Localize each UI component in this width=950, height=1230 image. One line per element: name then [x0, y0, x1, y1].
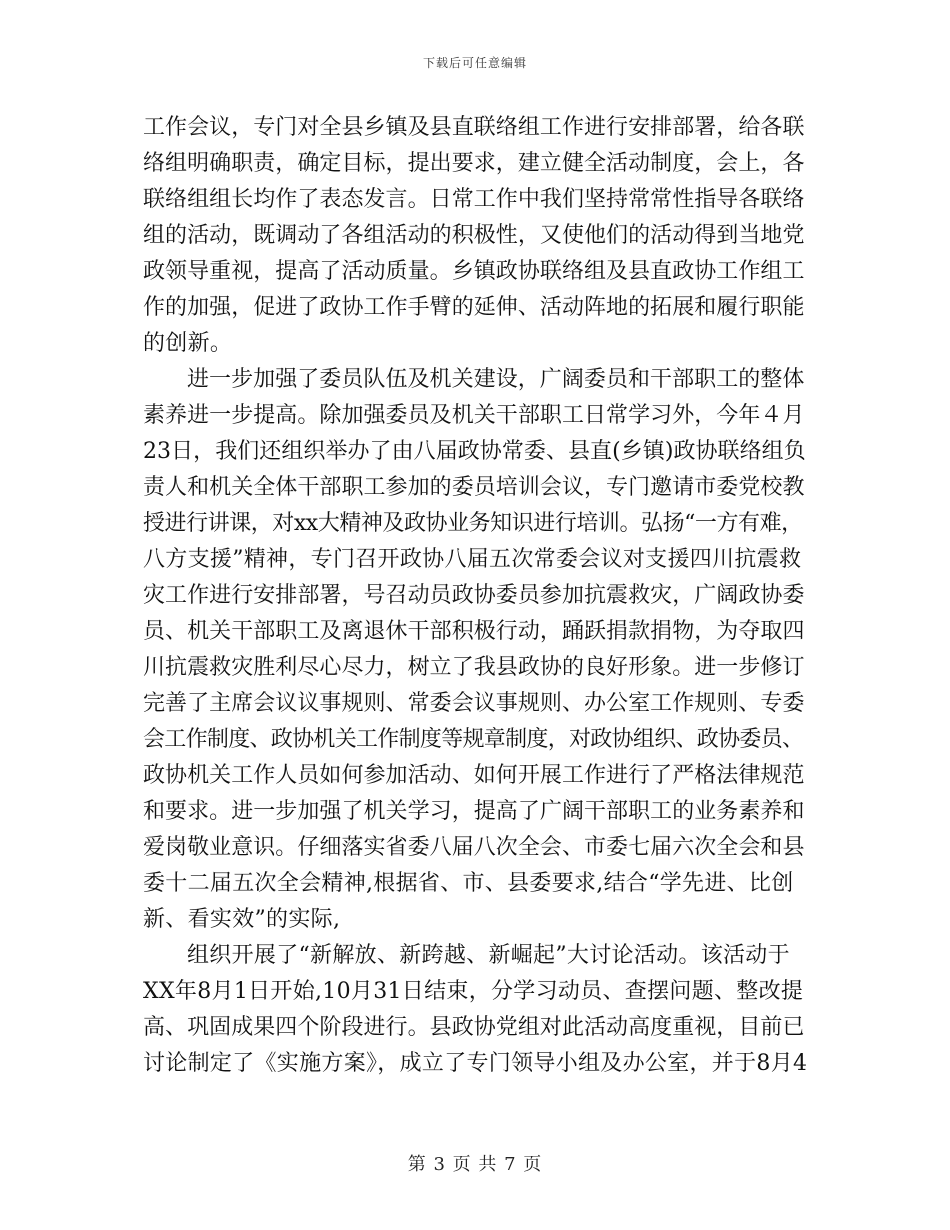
- text-line: 工作会议，专门对全县乡镇及县直联络组工作进行安排部署，给各联: [143, 115, 805, 140]
- text-line: 讨论制定了《实施方案》，成立了专门领导小组及办公室，并于8月4: [143, 1051, 808, 1076]
- text-line: 联络组组长均作了表态发言。日常工作中我们坚持常常性指导各联络: [143, 187, 805, 212]
- text-line: 新、看实效”的实际,: [143, 907, 341, 932]
- text-line: 员、机关干部职工及离退休干部积极行动，踊跃捐款捐物，为夺取四: [143, 619, 805, 644]
- text-line: 和要求。进一步加强了机关学习，提高了广阔干部职工的业务素养和: [143, 799, 805, 824]
- text-line: 委十二届五次全会精神,根据省、市、县委要求,结合“学先进、比创: [143, 871, 794, 896]
- text-line: 川抗震救灾胜利尽心尽力，树立了我县政协的良好形象。进一步修订: [143, 655, 805, 680]
- text-line: 作的加强，促进了政协工作手臂的延伸、活动阵地的拓展和履行职能: [143, 295, 805, 320]
- document-body: [143, 110, 808, 1082]
- text-line: 政领导重视，提高了活动质量。乡镇政协联络组及县直政协工作组工: [143, 259, 805, 284]
- text-line: 高、巩固成果四个阶段进行。县政协党组对此活动高度重视，目前已: [143, 1015, 805, 1040]
- text-line: 完善了主席会议议事规则、常委会议事规则、办公室工作规则、专委: [143, 691, 805, 716]
- text-line: 络组明确职责，确定目标，提出要求，建立健全活动制度，会上，各: [143, 151, 805, 176]
- paragraph-start-line: 组织开展了“新解放、新跨越、新崛起”大讨论活动。该活动于: [187, 943, 790, 968]
- page-header: 下载后可任意编辑: [422, 56, 527, 70]
- text-line: 会工作制度、政协机关工作制度等规章制度，对政协组织、政协委员、: [143, 727, 804, 752]
- text-line: 组的活动，既调动了各组活动的积极性，又使他们的活动得到当地党: [143, 223, 805, 248]
- text-line: 授进行讲课，对xx大精神及政协业务知识进行培训。弘扬“一方有难，: [143, 511, 803, 536]
- text-line: 责人和机关全体干部职工参加的委员培训会议，专门邀请市委党校教: [143, 475, 805, 500]
- text-line: 灾工作进行安排部署，号召动员政协委员参加抗震救灾，广阔政协委: [143, 583, 805, 608]
- text-line: 爱岗敬业意识。仔细落实省委八届八次全会、市委七届六次全会和县: [143, 835, 805, 860]
- text-line: 政协机关工作人员如何参加活动、如何开展工作进行了严格法律规范: [143, 763, 805, 788]
- page-number-footer: 第 3 页 共 7 页: [407, 1154, 543, 1175]
- text-line: XX年8月1日开始,10月31日结束，分学习动员、查摆问题、整改提: [143, 979, 804, 1004]
- text-line: 的创新。: [143, 331, 233, 356]
- text-line: 八方支援”精神，专门召开政协八届五次常委会议对支援四川抗震救: [143, 547, 802, 572]
- text-line: 素养进一步提高。除加强委员及机关干部职工日常学习外，今年４月: [143, 403, 805, 428]
- text-line: 23日，我们还组织举办了由八届政协常委、县直(乡镇)政协联络组负: [143, 439, 806, 464]
- paragraph-start-line: 进一步加强了委员队伍及机关建设，广阔委员和干部职工的整体: [187, 367, 805, 392]
